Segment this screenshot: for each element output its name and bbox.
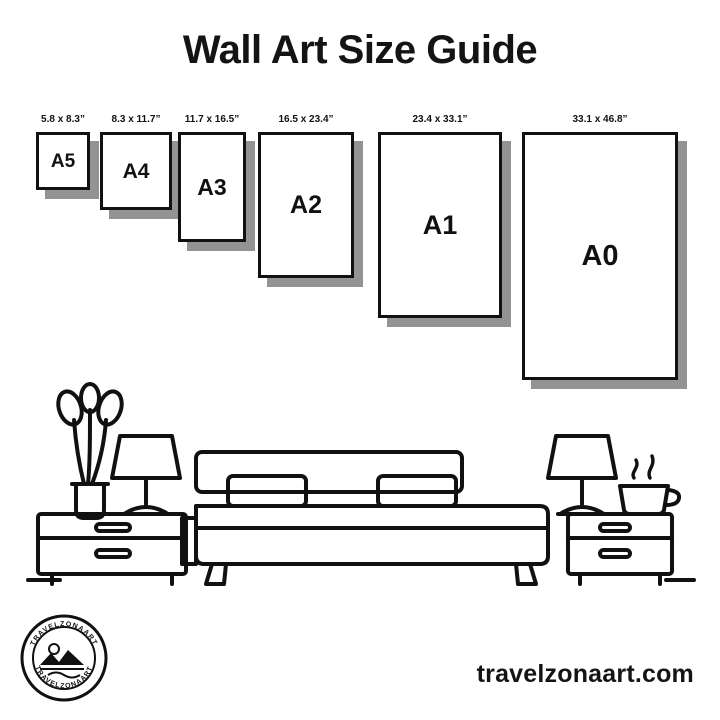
right-table-lamp [548,436,616,514]
frame-a5-box [36,132,90,190]
frame-a5-dimensions: 5.8 x 8.3” [41,114,85,125]
frame-a4-dimensions: 8.3 x 11.7” [111,114,161,125]
logo-bottom-text: TRAVELZONAART [33,665,95,691]
bedroom-scene [0,378,720,608]
frame-a3-box [178,132,246,242]
brand-logo [18,612,110,704]
frame-a2-dimensions: 16.5 x 23.4” [278,114,334,125]
logo-badge-icon [18,612,110,704]
left-table-lamp [112,436,180,514]
frame-a3-dimensions: 11.7 x 16.5” [184,114,240,125]
frame-a5-label: A5 [50,150,76,172]
frame-a1-dimensions: 23.4 x 33.1” [412,114,468,125]
left-nightstand [38,514,186,584]
frame-a2-label: A2 [290,190,322,219]
frame-a0-label: A0 [581,239,619,272]
frame-a1-label: A1 [422,209,458,240]
bed [182,452,548,584]
frame-a4-box [100,132,172,210]
website-url[interactable]: travelzonaart.com [476,660,694,688]
frame-a1-box [378,132,502,318]
frame-a4-label: A4 [122,159,150,183]
frame-a3-label: A3 [197,173,227,200]
bedroom-illustration [0,378,720,608]
page-title: Wall Art Size Guide [182,28,538,72]
coffee-mug [620,456,679,514]
right-nightstand [568,514,672,584]
frame-a2-box [258,132,354,278]
logo-top-text: TRAVELZONAART [29,620,99,648]
frame-size-row [0,110,720,400]
frame-a0-dimensions: 33.1 x 46.8” [572,114,628,125]
frame-a0-box [522,132,678,380]
vase-with-flowers [54,384,125,518]
